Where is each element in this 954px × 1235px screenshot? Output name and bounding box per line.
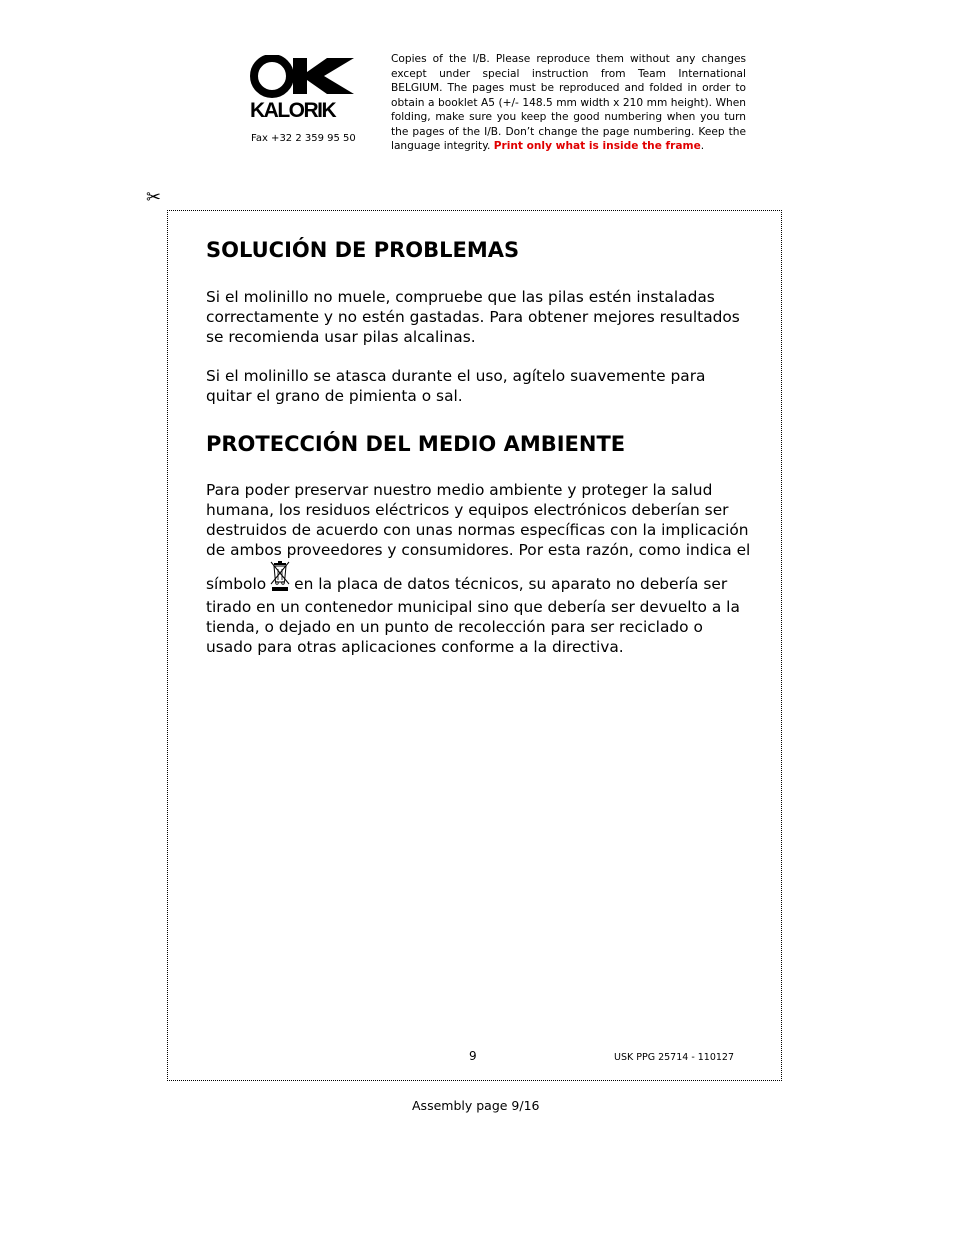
environment-heading: PROTECCIÓN DEL MEDIO AMBIENTE [206, 432, 626, 456]
fax-number: Fax +32 2 359 95 50 [251, 133, 356, 144]
logo-wordmark: KALORIK [250, 99, 336, 122]
document-code: USK PPG 25714 - 110127 [614, 1052, 735, 1063]
assembly-page-label: Assembly page 9/16 [412, 1098, 540, 1113]
environment-text-before: Para poder preservar nuestro medio ambiente y proteger la salud humana, los residuos eléctricos y equipos electrónicos deberían ser destruidos de acuerdo con unas normas específicas con la implicación de ambos proveedores y consumidores. Por esta razón, como indica el símbolo [206, 481, 751, 593]
environment-text-after: en la placa de datos técnicos, su aparato no debería ser tirado en un contenedor municipal sino que debería ser devuelto a la tienda, o dejado en un punto de recolección para ser reciclado o usado para otras aplicaciones conforme a la directiva. [206, 575, 740, 656]
page-number: 9 [469, 1049, 477, 1063]
page-content [206, 236, 751, 657]
reproduction-notice [391, 52, 746, 154]
scissors-icon: ✂ [146, 187, 162, 208]
kalorik-logo [250, 55, 360, 99]
troubleshooting-paragraph-1: Si el molinillo no muele, compruebe que las pilas estén instaladas correctamente y no estén gastadas. Para obtener mejores resultados se recomienda usar pilas alcalinas. [206, 288, 740, 346]
environment-paragraph [206, 480, 751, 657]
kalorik-k-mark-icon [250, 55, 360, 99]
troubleshooting-heading: SOLUCIÓN DE PROBLEMAS [206, 238, 520, 262]
troubleshooting-paragraph-2: Si el molinillo se atasca durante el uso, agítelo suavemente para quitar el grano de pimienta o sal. [206, 367, 706, 405]
notice-text: Copies of the I/B. Please reproduce them without any changes except under special instruction from Team International BELGIUM. The pages must be reproduced and folded in order to obtain a booklet A5 (+/- 148.5 mm width x 210 mm height). When folding, make sure you keep the good numbering when you turn the pages of the I/B. Don’t change the page numbering. Keep the language integrity. [391, 53, 746, 152]
weee-bin-icon [270, 560, 290, 597]
notice-end: . [700, 140, 705, 152]
notice-highlight: Print only what is inside the frame [493, 140, 701, 152]
